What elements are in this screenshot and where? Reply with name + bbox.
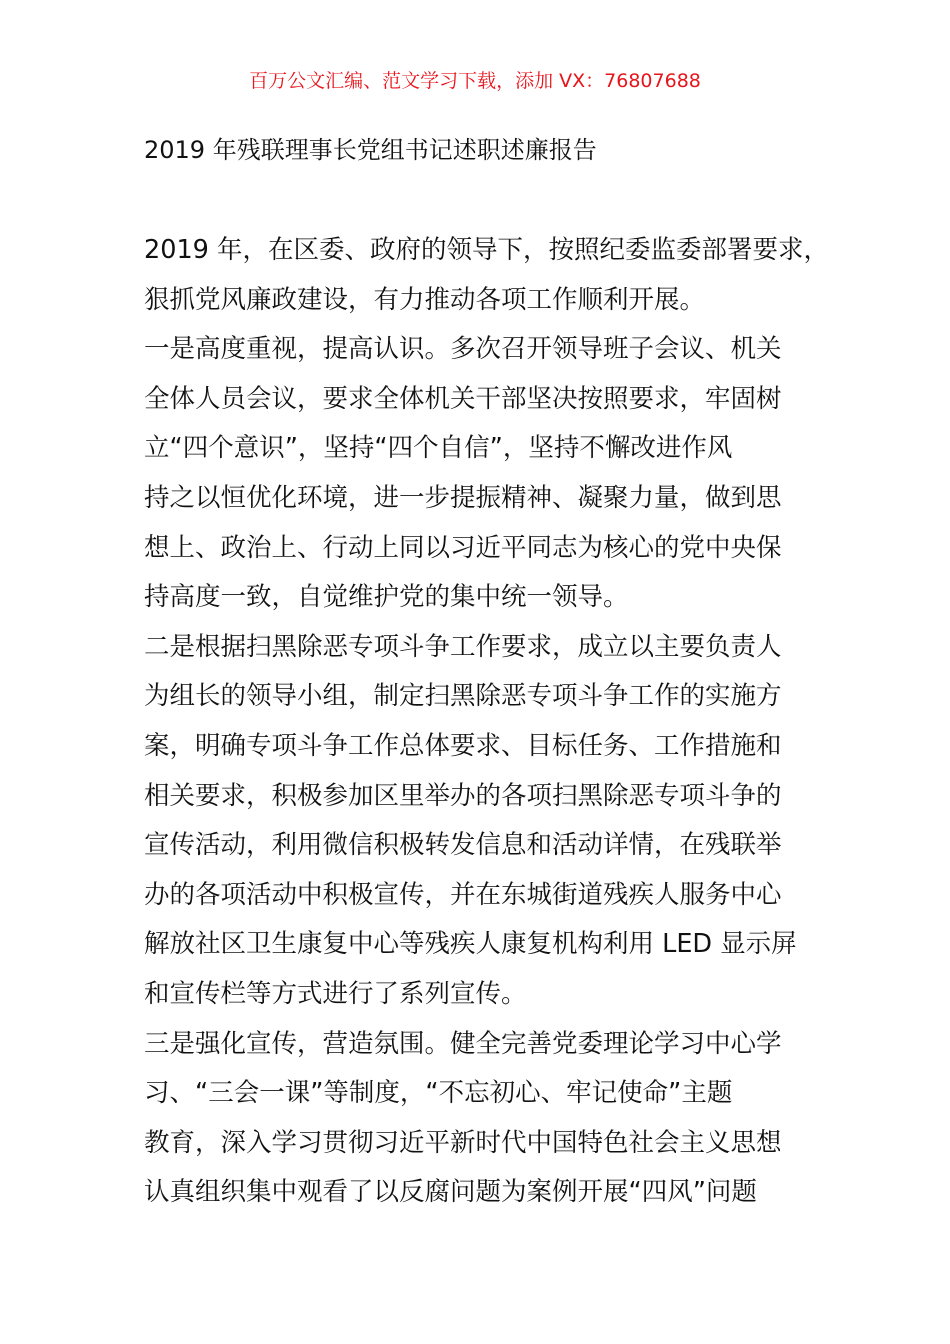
text-line: 想上、政治上、行动上同以习近平同志为核心的党中央保 <box>144 532 782 563</box>
text-line: 认真组织集中观看了以反腐问题为案例开展“四风”问题 <box>144 1177 757 1208</box>
text-line: 立“四个意识”，坚持“四个自信”，坚持不懈改进作风 <box>144 433 733 464</box>
text-line: 狠抓党风廉政建设，有力推动各项工作顺利开展。 <box>144 284 706 315</box>
document-body <box>144 230 834 1222</box>
text-line: 持之以恒优化环境，进一步提振精神、凝聚力量，做到思 <box>144 482 782 513</box>
text-line: 教育，深入学习贯彻习近平新时代中国特色社会主义思想 <box>144 1127 782 1158</box>
document-title: 2019 年残联理事长党组书记述职述廉报告 <box>144 136 597 164</box>
text-line: 为组长的领导小组，制定扫黑除恶专项斗争工作的实施方 <box>144 681 782 712</box>
text-line: 案，明确专项斗争工作总体要求、目标任务、工作措施和 <box>144 730 782 761</box>
text-line: 一是高度重视，提高认识。多次召开领导班子会议、机关 <box>144 334 782 365</box>
text-line: 三是强化宣传，营造氛围。健全完善党委理论学习中心学 <box>144 1028 782 1059</box>
text-line: 相关要求，积极参加区里举办的各项扫黑除恶专项斗争的 <box>144 780 782 811</box>
text-line: 持高度一致，自觉维护党的集中统一领导。 <box>144 582 629 613</box>
text-line: 办的各项活动中积极宣传，并在东城街道残疾人服务中心 <box>144 879 782 910</box>
text-line: 习、“三会一课”等制度，“不忘初心、牢记使命”主题 <box>144 1078 733 1109</box>
text-line: 2019 年，在区委、政府的领导下，按照纪委监委部署要求， <box>144 235 830 265</box>
text-line: 全体人员会议，要求全体机关干部坚决按照要求，牢固树 <box>144 383 782 414</box>
text-line: 解放社区卫生康复中心等残疾人康复机构利用 LED 显示屏 <box>144 929 797 960</box>
header-notice: 百万公文汇编、范文学习下载，添加 VX：76807688 <box>249 70 701 92</box>
text-line: 二是根据扫黑除恶专项斗争工作要求，成立以主要负责人 <box>144 631 782 662</box>
text-line: 宣传活动，利用微信积极转发信息和活动详情，在残联举 <box>144 830 782 861</box>
text-line: 和宣传栏等方式进行了系列宣传。 <box>144 978 527 1009</box>
